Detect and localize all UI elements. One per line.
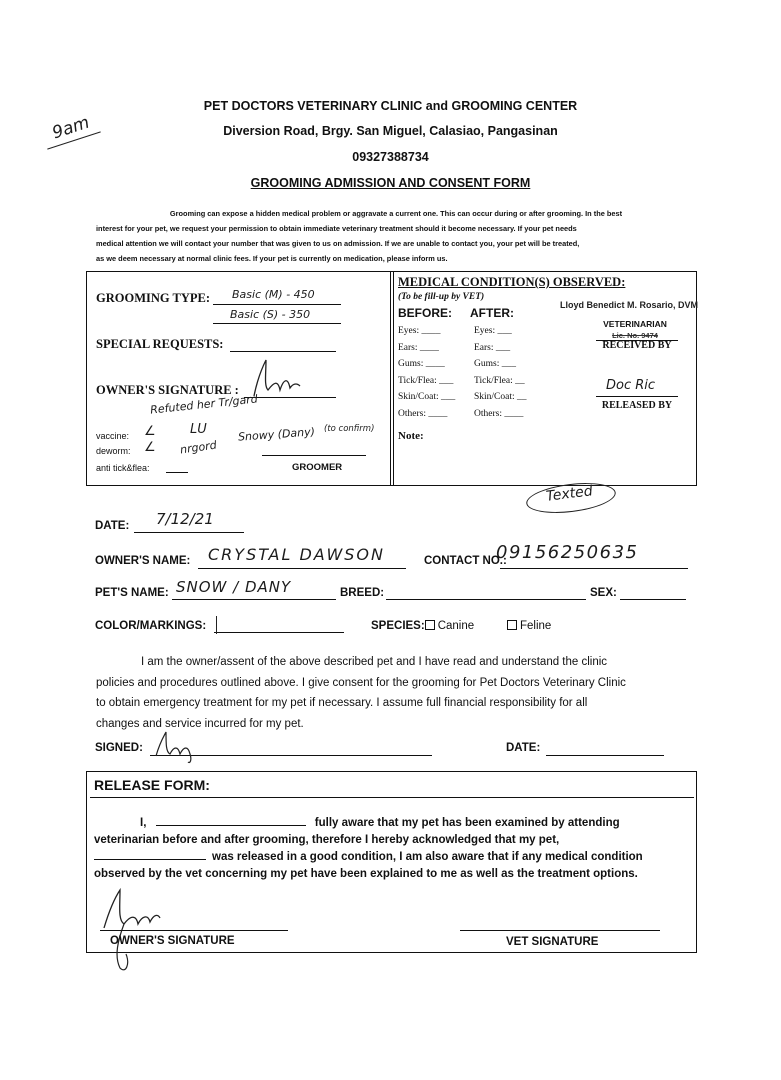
- note-label: Note:: [398, 430, 424, 442]
- consent-date-label: DATE:: [506, 742, 541, 754]
- species-label: SPECIES:: [371, 620, 425, 632]
- medical-subtitle: (To be fill-up by VET): [398, 292, 485, 302]
- intro-line: as we deem necessary at normal clinic fees. If your pet is currently on medication, please inform us.: [96, 254, 448, 263]
- release-line-2: veterinarian before and after grooming, therefore I hereby acknowledged that my pet,: [94, 834, 560, 846]
- grooming-type-value-2: Basic (S) - 350: [230, 308, 311, 321]
- before-others: Others: ____: [398, 408, 448, 419]
- color-markings-stroke: [216, 616, 217, 634]
- extra-note: Snowy (Dany): [237, 425, 316, 444]
- after-eyes: Eyes: ___: [474, 326, 512, 336]
- owner-name-value: CRYSTAL DAWSON: [208, 545, 385, 564]
- after-ears: Ears: ___: [474, 342, 511, 353]
- before-tickflea: Tick/Flea: ___: [398, 375, 454, 386]
- species-field: [371, 620, 474, 632]
- after-others: Others: ____: [474, 408, 524, 419]
- deworm-note: nrgord: [179, 438, 218, 457]
- extra-note-2: (to confirm): [324, 424, 375, 434]
- consent-line: policies and procedures outlined above. I give consent for the grooming for Pet Doctors Veterinary Clinic: [96, 676, 626, 689]
- consent-line: to obtain emergency treatment for my pet if necessary. I assume full financial responsibility for all: [96, 697, 588, 709]
- canine-checkbox[interactable]: [425, 620, 435, 630]
- feline-label: Feline: [520, 620, 552, 632]
- after-tickflea: Tick/Flea: __: [474, 375, 525, 386]
- groomer-label: GROOMER: [292, 462, 343, 473]
- vaccine-check: ∠: [144, 424, 156, 439]
- after-items: [474, 323, 527, 422]
- intro-line: interest for your pet, we request your permission to obtain immediate veterinary treatment should it become necessary. If your pet needs: [96, 224, 577, 233]
- deworm-check: ∠: [144, 440, 156, 455]
- after-gums: Gums: ___: [474, 359, 516, 369]
- grooming-type-label: GROOMING TYPE:: [96, 291, 211, 305]
- release-line-3: was released in a good condition, I am also aware that if any medical condition: [94, 849, 690, 866]
- release-title: RELEASE FORM:: [94, 777, 210, 793]
- owner-signature-release-label: OWNER'S SIGNATURE: [110, 935, 235, 947]
- pet-name-label: PET'S NAME:: [95, 587, 169, 599]
- pet-name-value: SNOW / DANY: [176, 578, 292, 596]
- color-markings-label: COLOR/MARKINGS:: [95, 620, 207, 632]
- received-by-label: RECEIVED BY: [602, 340, 672, 351]
- consent-line: I am the owner/assent of the above described pet and I have read and understand the clinic: [141, 656, 608, 668]
- before-ears: Ears: ____: [398, 342, 439, 353]
- signed-scribble: [150, 730, 200, 764]
- release-paragraph: [94, 815, 690, 883]
- feline-field: [507, 620, 551, 632]
- breed-label: BREED:: [340, 587, 385, 599]
- vet-stamp-lic: Lic. No. 9474: [612, 331, 658, 340]
- before-label: BEFORE:: [398, 306, 452, 320]
- consent-line: changes and service incurred for my pet.: [96, 717, 304, 730]
- grooming-type-value-1: Basic (M) - 450: [232, 288, 315, 301]
- clinic-address: Diversion Road, Brgy. San Miguel, Calasiao, Pangasinan: [223, 124, 558, 138]
- canine-label: Canine: [437, 620, 475, 632]
- signature-note: Refuted her Tr/gard: [149, 392, 259, 417]
- released-signature: Doc Ric: [606, 378, 656, 393]
- intro-line: medical attention we will contact your number that was given to us on admission. If we are unable to contact you, your pet will be treated,: [96, 239, 580, 248]
- owner-name-label: OWNER'S NAME:: [95, 555, 191, 567]
- special-requests-label: SPECIAL REQUESTS:: [96, 337, 224, 351]
- feline-checkbox[interactable]: [507, 620, 517, 630]
- before-eyes: Eyes: ____: [398, 326, 441, 336]
- contact-value: 09156250635: [496, 542, 639, 563]
- after-skincoat: Skin/Coat: __: [474, 392, 527, 402]
- medical-title: MEDICAL CONDITION(S) OBSERVED:: [398, 275, 626, 289]
- signed-label: SIGNED:: [95, 742, 143, 754]
- date-label: DATE:: [95, 520, 130, 532]
- date-value: 7/12/21: [156, 510, 214, 528]
- vet-stamp-name: Lloyd Benedict M. Rosario, DVM: [560, 300, 699, 310]
- antitick-label: anti tick&flea:: [96, 463, 150, 473]
- before-items: [398, 323, 455, 422]
- clinic-name: PET DOCTORS VETERINARY CLINIC and GROOMING CENTER: [203, 99, 578, 113]
- before-gums: Gums: ____: [398, 359, 445, 369]
- vet-stamp-title: VETERINARIAN: [603, 319, 667, 329]
- clinic-phone: 09327388734: [352, 150, 429, 164]
- form-title: GROOMING ADMISSION AND CONSENT FORM: [250, 176, 531, 190]
- margin-note: 9am: [49, 112, 92, 144]
- vaccine-label: vaccine:: [96, 431, 130, 441]
- contact-label: CONTACT NO.:: [424, 555, 507, 567]
- owner-signature-label: OWNER'S SIGNATURE :: [96, 383, 239, 397]
- released-by-label: RELEASED BY: [601, 400, 673, 411]
- after-label: AFTER:: [470, 306, 514, 320]
- intro-line: Grooming can expose a hidden medical problem or aggravate a current one. This can occur during or after grooming. In the best: [169, 209, 623, 218]
- vaccine-note: LU: [190, 422, 207, 437]
- deworm-label: deworm:: [96, 446, 131, 456]
- intro-paragraph: [96, 206, 696, 266]
- vet-signature-label: VET SIGNATURE: [506, 936, 599, 948]
- before-skincoat: Skin/Coat: ___: [398, 392, 456, 402]
- sex-label: SEX:: [590, 587, 617, 599]
- consent-paragraph: [96, 652, 696, 734]
- release-line-1: I, fully aware that my pet has been examined by attending: [140, 817, 620, 829]
- texted-note: Texted: [545, 483, 594, 505]
- release-line-4: observed by the vet concerning my pet have been explained to me as well as the treatment options.: [94, 868, 638, 880]
